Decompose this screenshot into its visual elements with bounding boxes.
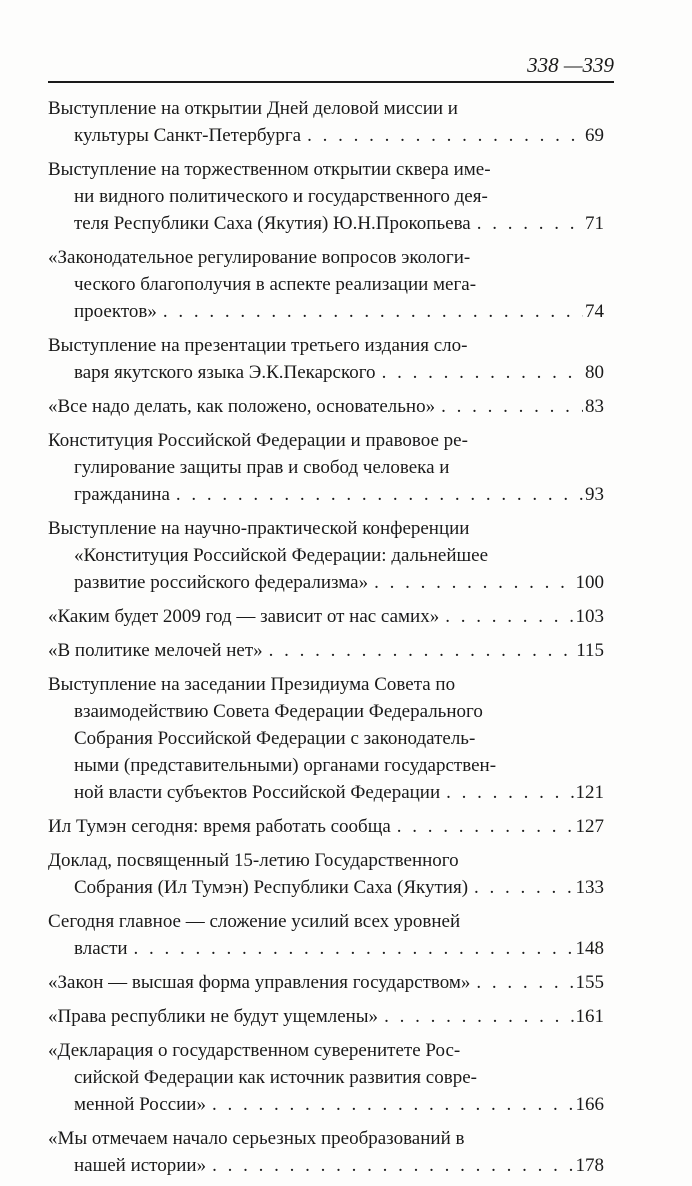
toc-page-number: 74 [585, 301, 604, 322]
toc-entry [48, 1003, 604, 1030]
dot-leader [471, 210, 583, 237]
toc-entry-title-line: нашей истории» [74, 1155, 207, 1176]
toc-entry-title-line: «Мы отмечаем начало серьезных преобразований в [48, 1128, 465, 1149]
toc-entry-title-line: Доклад, посвященный 15-летию Государственного [48, 850, 459, 871]
toc-entry-title-line: власти [74, 938, 128, 959]
toc-entry-title-line: гражданина [74, 484, 170, 505]
toc-entry-last-line [48, 603, 604, 630]
toc-page-number: 83 [585, 396, 604, 417]
toc-entry-title-line: «Каким будет 2009 год — зависит от нас самих» [48, 606, 440, 627]
toc-page-number: 71 [585, 213, 604, 234]
toc-entry-last-line [48, 122, 604, 149]
toc-entry-last-line [48, 779, 604, 806]
toc-entry-title-line: ни видного политического и государственного дея- [74, 186, 488, 207]
toc-entry [48, 332, 604, 386]
toc-page-number: 93 [585, 484, 604, 505]
toc-page-number: 178 [575, 1155, 604, 1176]
toc-page-number: 155 [575, 972, 604, 993]
toc-entry [48, 393, 604, 420]
toc-entry-last-line [48, 569, 604, 596]
toc-entry-title-line: Собрания Российской Федерации с законодатель- [74, 728, 476, 749]
toc-entry-title-line: Конституция Российской Федерации и правовое ре- [48, 430, 468, 451]
toc-entry-title-line: гулирование защиты прав и свобод человека и [74, 457, 450, 478]
toc-entry-title-line: «Закон — высшая форма управления государством» [48, 972, 471, 993]
toc-entry [48, 908, 604, 962]
toc-entry [48, 244, 604, 325]
toc-page-number: 103 [575, 606, 604, 627]
toc-entry-last-line [48, 359, 604, 386]
toc-entry-title-line: теля Республики Саха (Якутия) Ю.Н.Прокопьева [74, 213, 471, 234]
toc-entry [48, 95, 604, 149]
page-range-header: 338 —339 [527, 53, 614, 77]
toc-page-number: 166 [575, 1094, 604, 1115]
dot-leader [157, 298, 583, 325]
toc-page-number: 148 [575, 938, 604, 959]
toc-entry-title-line: Выступление на открытии Дней деловой миссии и [48, 98, 458, 119]
toc-entry-last-line [48, 1091, 604, 1118]
toc-page-number: 133 [575, 877, 604, 898]
toc-page-number: 100 [575, 572, 604, 593]
toc-page-number: 121 [575, 782, 604, 803]
dot-leader [470, 969, 573, 996]
toc-entry-title-line: сийской Федерации как источник развития совре- [74, 1067, 477, 1088]
toc-entry-title-line: Сегодня главное — сложение усилий всех уровней [48, 911, 461, 932]
toc-entry-last-line [48, 1003, 604, 1030]
table-of-contents [48, 95, 604, 1186]
dot-leader [301, 122, 583, 149]
toc-entry-title-line: «В политике мелочей нет» [48, 640, 263, 661]
toc-entry-title-line: Выступление на научно-практической конференции [48, 518, 470, 539]
toc-entry-title-line: «Законодательное регулирование вопросов экологи- [48, 247, 471, 268]
toc-entry-title-line: проектов» [74, 301, 157, 322]
toc-entry [48, 847, 604, 901]
toc-entry-title-line: взаимодействию Совета Федерации Федерального [74, 701, 483, 722]
toc-entry [48, 427, 604, 508]
toc-entry-last-line [48, 637, 604, 664]
toc-entry [48, 1037, 604, 1118]
toc-entry [48, 813, 604, 840]
toc-entry-last-line [48, 298, 604, 325]
toc-entry-title-line: Ил Тумэн сегодня: время работать сообща [48, 816, 391, 837]
toc-entry-last-line [48, 874, 604, 901]
toc-entry-title-line: «Конституция Российской Федерации: дальнейшее [74, 545, 489, 566]
toc-entry-last-line [48, 813, 604, 840]
dot-leader [435, 393, 583, 420]
toc-entry-title-line: Собрания (Ил Тумэн) Республики Саха (Якутия) [74, 877, 469, 898]
toc-entry [48, 969, 604, 996]
toc-entry-title-line: «Права республики не будут ущемлены» [48, 1006, 379, 1027]
dot-leader [378, 1003, 573, 1030]
toc-entry-title-line: ной власти субъектов Российской Федерации [74, 782, 441, 803]
toc-entry-title-line: варя якутского языка Э.К.Пекарского [74, 362, 376, 383]
toc-page-number: 115 [576, 640, 604, 661]
toc-entry [48, 515, 604, 596]
toc-entry [48, 1125, 604, 1179]
toc-entry-title-line: менной России» [74, 1094, 206, 1115]
dot-leader [170, 481, 583, 508]
dot-leader [368, 569, 573, 596]
dot-leader [206, 1152, 573, 1179]
toc-entry [48, 671, 604, 806]
toc-page-number: 127 [575, 816, 604, 837]
toc-entry-title-line: Выступление на заседании Президиума Совета по [48, 674, 456, 695]
toc-entry-last-line [48, 210, 604, 237]
toc-entry-last-line [48, 393, 604, 420]
toc-page-number: 80 [585, 362, 604, 383]
dot-leader [391, 813, 574, 840]
dot-leader [206, 1091, 574, 1118]
toc-entry-last-line [48, 1152, 604, 1179]
toc-entry-last-line [48, 969, 604, 996]
toc-entry-title-line: Выступление на торжественном открытии сквера име- [48, 159, 491, 180]
toc-page-number: 69 [585, 125, 604, 146]
toc-page-number: 161 [575, 1006, 604, 1027]
dot-leader [128, 935, 574, 962]
dot-leader [376, 359, 583, 386]
toc-entry [48, 156, 604, 237]
toc-entry-title-line: развитие российского федерализма» [74, 572, 369, 593]
toc-entry [48, 603, 604, 630]
toc-entry-title-line: ными (представительными) органами государствен- [74, 755, 497, 776]
dot-leader [440, 779, 573, 806]
toc-entry-title-line: ческого благополучия в аспекте реализации мега- [74, 274, 477, 295]
header-rule [48, 81, 614, 83]
toc-entry-title-line: «Декларация о государственном суверенитете Рос- [48, 1040, 461, 1061]
toc-entry-last-line [48, 935, 604, 962]
dot-leader [439, 603, 573, 630]
toc-entry-last-line [48, 481, 604, 508]
dot-leader [263, 637, 575, 664]
toc-entry [48, 637, 604, 664]
toc-entry-title-line: культуры Санкт-Петербурга [74, 125, 302, 146]
dot-leader [468, 874, 573, 901]
toc-entry-title-line: Выступление на презентации третьего издания сло- [48, 335, 468, 356]
toc-entry-title-line: «Все надо делать, как положено, основательно» [48, 396, 436, 417]
